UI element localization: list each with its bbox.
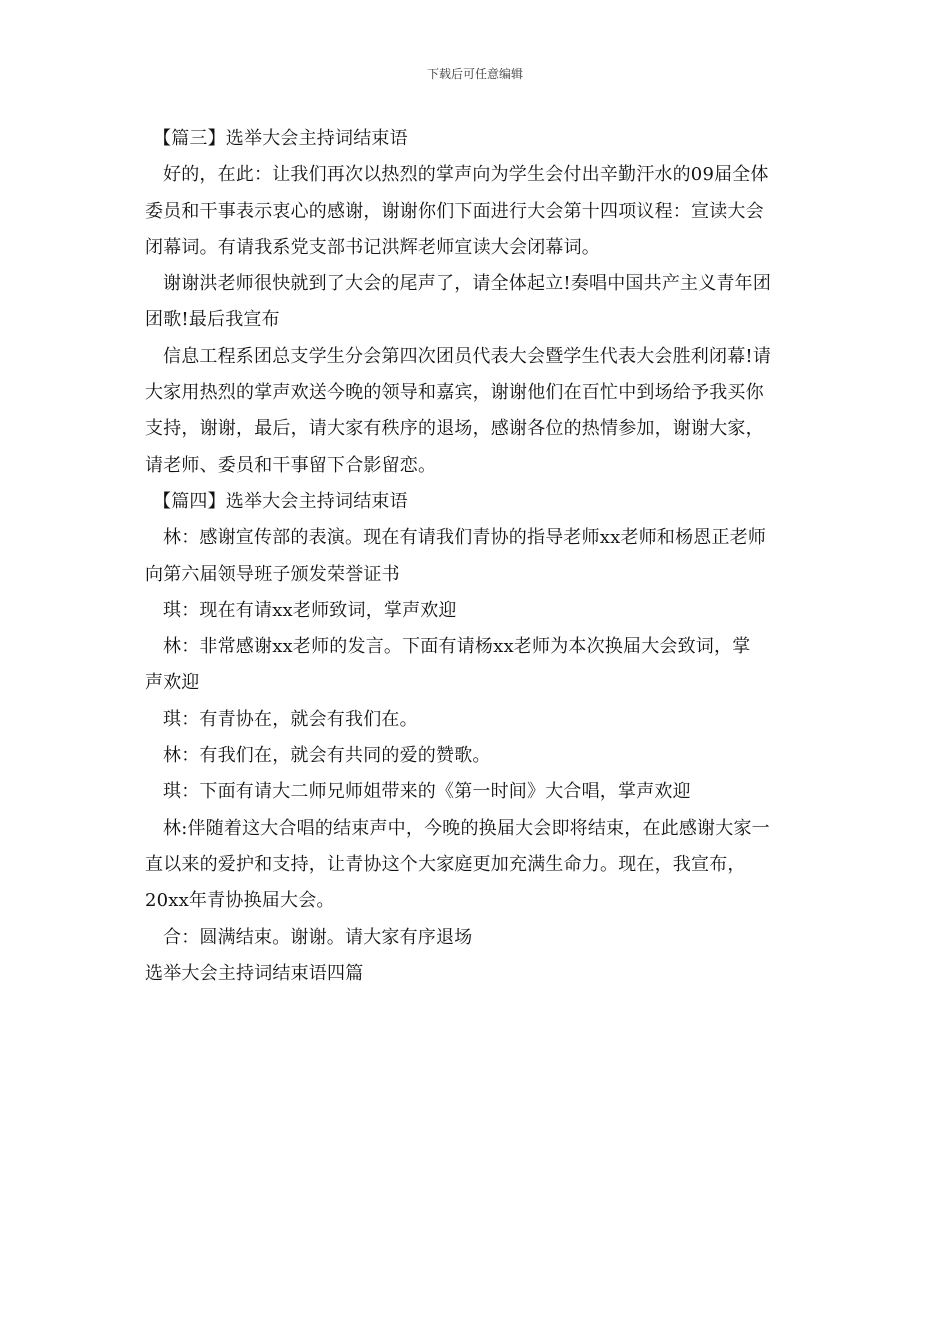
text-line: 林：非常感谢xx老师的发言。下面有请杨xx老师为本次换届大会致词，掌 [163,636,751,658]
text-line: 琪：现在有请xx老师致词，掌声欢迎 [163,599,457,621]
text-line: 林:伴随着这大合唱的结束声中，今晚的换届大会即将结束，在此感谢大家一 [163,817,770,839]
header-note: 下载后可任意编辑 [426,67,523,81]
text-line: 闭幕词。有请我系党支部书记洪辉老师宣读大会闭幕词。 [145,236,600,258]
text-line: 支持，谢谢，最后，请大家有秩序的退场，感谢各位的热情参加，谢谢大家， [145,418,764,440]
text-line: 选举大会主持词结束语四篇 [145,962,364,984]
section-heading: 【篇三】选举大会主持词结束语 [153,128,408,149]
text-line: 请老师、委员和干事留下合影留恋。 [145,454,437,476]
text-line: 谢谢洪老师很快就到了大会的尾声了，请全体起立!奏唱中国共产主义青年团 [163,273,772,295]
text-line: 琪：下面有请大二师兄师姐带来的《第一时间》大合唱，掌声欢迎 [163,781,691,803]
text-line: 声欢迎 [145,672,200,694]
text-line: 向第六届领导班子颁发荣誉证书 [145,563,400,585]
text-line: 团歌!最后我宣布 [145,309,280,331]
text-line: 委员和干事表示衷心的感谢，谢谢你们下面进行大会第十四项议程：宣读大会 [145,200,764,222]
text-line: 琪：有青协在，就会有我们在。 [163,708,418,730]
text-line: 直以来的爱护和支持，让青协这个大家庭更加充满生命力。现在，我宣布， [145,853,746,875]
text-line: 好的，在此：让我们再次以热烈的掌声向为学生会付出辛勤汗水的09届全体 [163,164,769,186]
text-line: 大家用热烈的掌声欢送今晚的领导和嘉宾，谢谢他们在百忙中到场给予我买你 [145,382,764,404]
text-line: 合：圆满结束。谢谢。请大家有序退场 [163,926,473,948]
section-heading: 【篇四】选举大会主持词结束语 [153,490,408,512]
document-body [145,121,825,992]
text-line: 林：有我们在，就会有共同的爱的赞歌。 [163,745,491,767]
text-line: 林：感谢宣传部的表演。现在有请我们青协的指导老师xx老师和杨恩正老师 [163,527,767,549]
text-line: 信息工程系团总支学生分会第四次团员代表大会暨学生代表大会胜利闭幕!请 [163,345,772,367]
text-line: 20xx年青协换届大会。 [145,890,335,912]
